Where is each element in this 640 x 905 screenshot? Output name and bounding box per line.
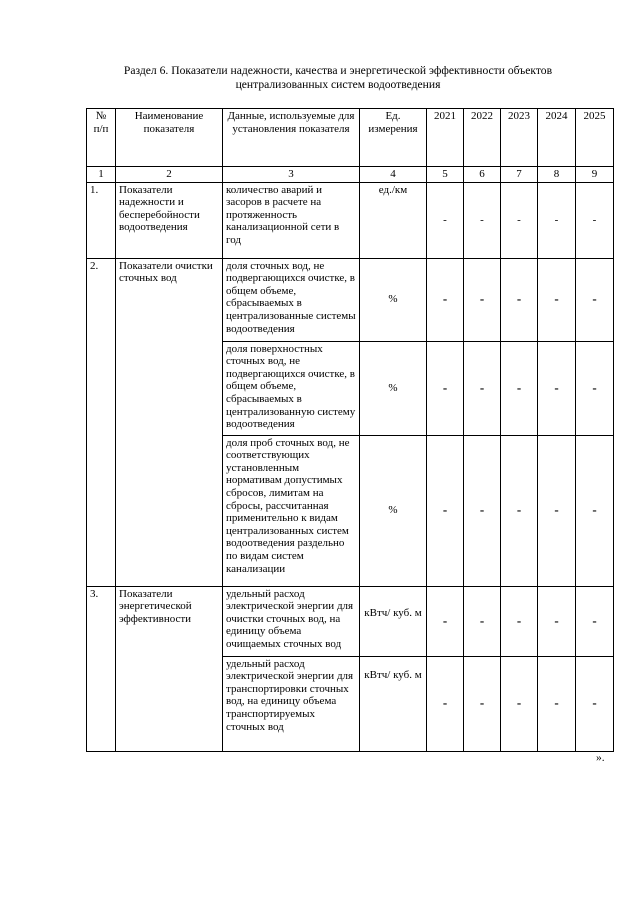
header-num: № п/п — [87, 109, 116, 167]
value-cell: - — [427, 341, 464, 435]
header-row — [87, 109, 614, 167]
section-title-line2: централизованных систем водоотведения — [235, 78, 441, 91]
column-number: 1 — [87, 167, 116, 183]
value-cell: - — [538, 341, 576, 435]
header-unit: Ед. измерения — [360, 109, 427, 167]
value-cell: - — [427, 435, 464, 586]
value-cell: - — [538, 656, 576, 751]
value-cell: - — [538, 435, 576, 586]
table-row — [87, 182, 614, 258]
row-number: 1. — [87, 182, 116, 258]
value-cell: - — [501, 182, 538, 258]
section-title — [78, 64, 598, 92]
indicator-data: доля поверхностных сточных вод, не подвергающихся очистке, в общем объеме, сбрасываемых в централизованную систему водоотведения — [223, 341, 360, 435]
indicator-unit: кВтч/ куб. м — [360, 586, 427, 656]
indicator-data: количество аварий и засоров в расчете на протяженность канализационной сети в год — [223, 182, 360, 258]
indicator-data: доля проб сточных вод, не соответствующих установленным нормативам допустимых сбросов, лимитам на сбросы, рассчитанная применительно к видам централизованных систем водоотведения раздельно по видам систем канализации — [223, 435, 360, 586]
table-row — [87, 258, 614, 341]
value-cell: - — [464, 656, 501, 751]
value-cell: - — [576, 586, 614, 656]
column-number: 8 — [538, 167, 576, 183]
value-cell: - — [501, 435, 538, 586]
value-cell: - — [464, 586, 501, 656]
column-number: 9 — [576, 167, 614, 183]
header-year: 2024 — [538, 109, 576, 167]
indicator-unit: % — [360, 341, 427, 435]
indicator-unit: % — [360, 258, 427, 341]
header-name: Наименование показателя — [116, 109, 223, 167]
indicator-unit: кВтч/ куб. м — [360, 656, 427, 751]
value-cell: - — [538, 258, 576, 341]
row-number: 2. — [87, 258, 116, 586]
column-number: 2 — [116, 167, 223, 183]
header-year: 2021 — [427, 109, 464, 167]
value-cell: - — [464, 182, 501, 258]
indicators-table — [86, 108, 614, 752]
value-cell: - — [576, 656, 614, 751]
column-number: 6 — [464, 167, 501, 183]
value-cell: - — [538, 182, 576, 258]
value-cell: - — [427, 586, 464, 656]
indicator-name: Показатели энергетической эффективности — [116, 586, 223, 751]
header-year: 2025 — [576, 109, 614, 167]
column-number: 3 — [223, 167, 360, 183]
value-cell: - — [464, 258, 501, 341]
indicator-data: удельный расход электрической энергии для транспортировки сточных вод, на единицу объема транспортируемых сточных вод — [223, 656, 360, 751]
value-cell: - — [464, 435, 501, 586]
section-title-line1: Раздел 6. Показатели надежности, качества и энергетической эффективности объектов — [123, 64, 553, 77]
value-cell: - — [427, 182, 464, 258]
value-cell: - — [501, 341, 538, 435]
column-number: 4 — [360, 167, 427, 183]
header-year: 2023 — [501, 109, 538, 167]
value-cell: - — [427, 656, 464, 751]
indicator-name: Показатели очистки сточных вод — [116, 258, 223, 586]
indicator-unit: % — [360, 435, 427, 586]
header-data: Данные, используемые для установления показателя — [223, 109, 360, 167]
value-cell: - — [501, 586, 538, 656]
value-cell: - — [576, 341, 614, 435]
value-cell: - — [576, 435, 614, 586]
column-number: 5 — [427, 167, 464, 183]
row-number: 3. — [87, 586, 116, 751]
indicator-unit: ед./км — [360, 182, 427, 258]
value-cell: - — [576, 182, 614, 258]
value-cell: - — [464, 341, 501, 435]
closing-quote: ». — [596, 752, 605, 764]
value-cell: - — [576, 258, 614, 341]
indicator-name: Показатели надежности и бесперебойности водоотведения — [116, 182, 223, 258]
value-cell: - — [501, 656, 538, 751]
value-cell: - — [538, 586, 576, 656]
value-cell: - — [501, 258, 538, 341]
value-cell: - — [427, 258, 464, 341]
indicator-data: доля сточных вод, не подвергающихся очистке, в общем объеме, сбрасываемых в централизованные системы водоотведения — [223, 258, 360, 341]
table-row — [87, 586, 614, 656]
header-year: 2022 — [464, 109, 501, 167]
column-number: 7 — [501, 167, 538, 183]
indicator-data: удельный расход электрической энергии для очистки сточных вод, на единицу объема очищаемых сточных вод — [223, 586, 360, 656]
column-number-row — [87, 167, 614, 183]
